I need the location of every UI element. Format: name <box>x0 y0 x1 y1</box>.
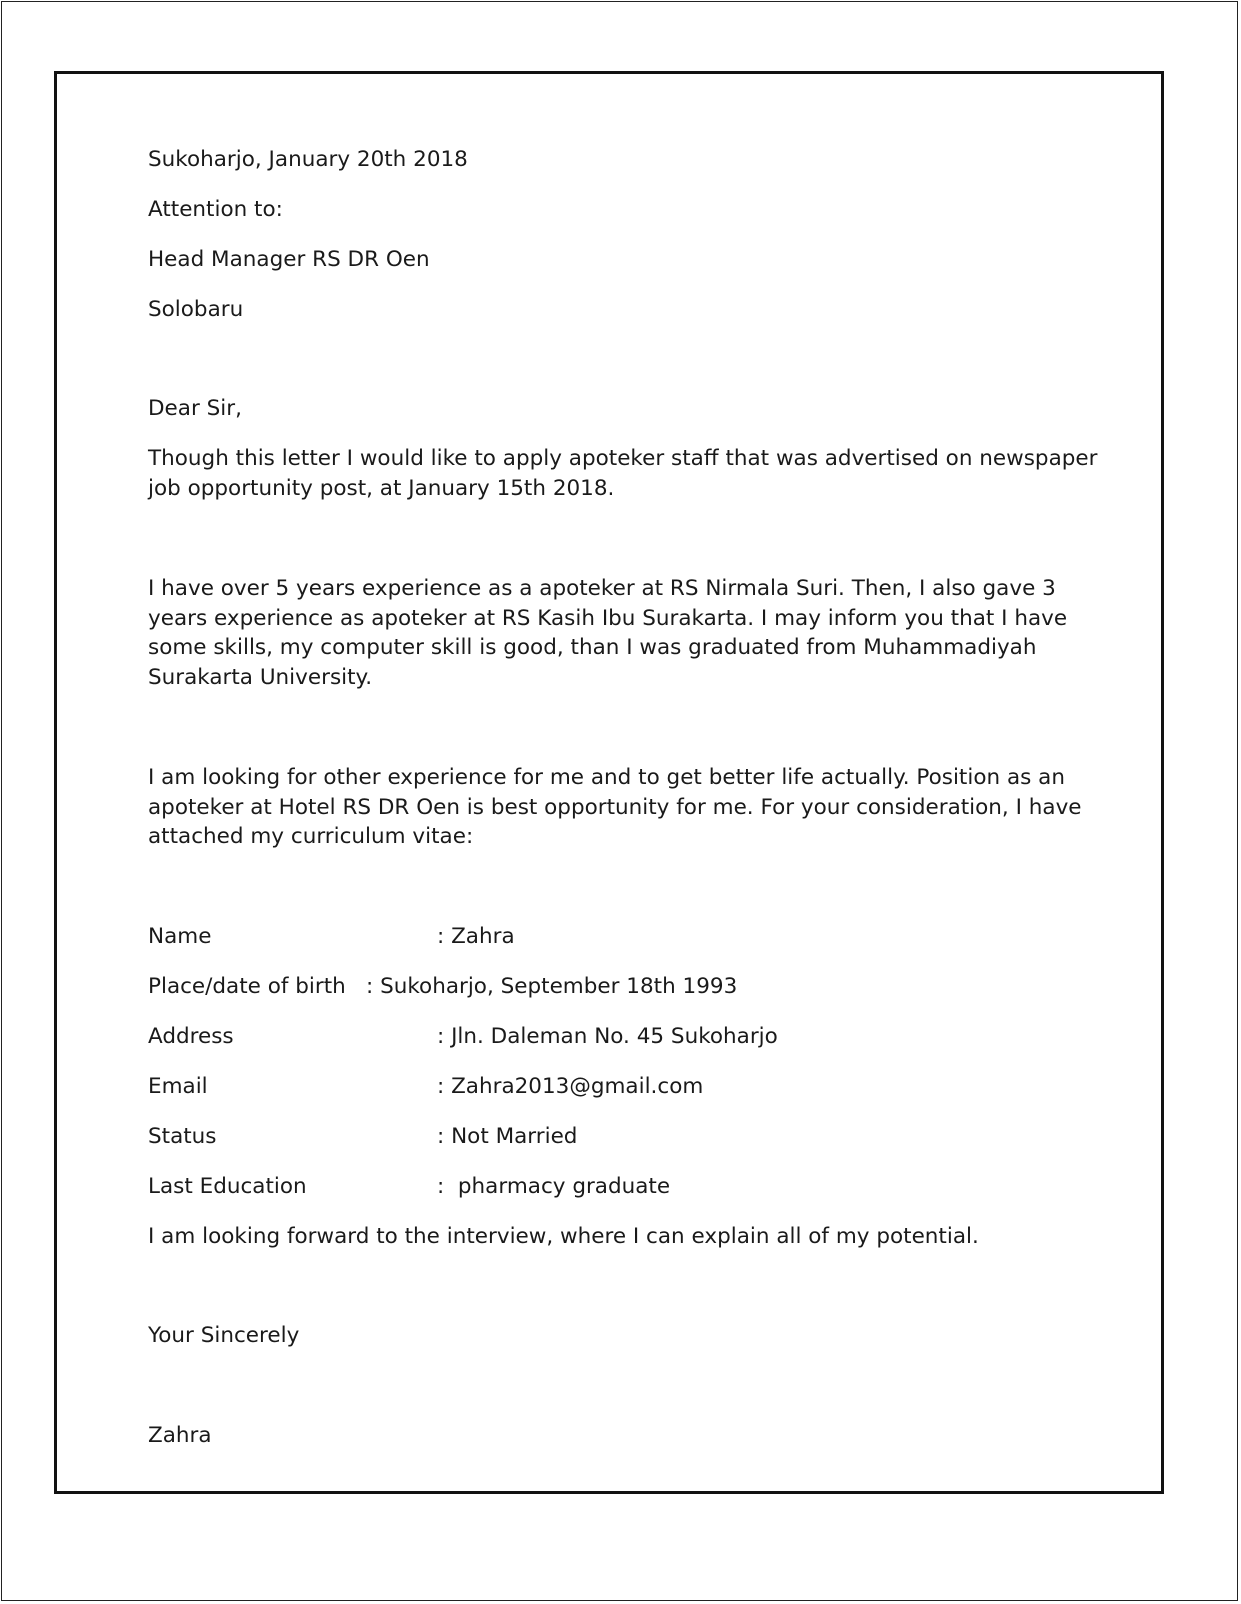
closing-paragraph: I am looking forward to the interview, where I can explain all of my potential. <box>148 1224 979 1249</box>
salutation: Dear Sir, <box>148 396 242 421</box>
cv-value-email: : Zahra2013@gmail.com <box>437 1074 704 1099</box>
signature-name: Zahra <box>148 1423 212 1448</box>
cv-value-education: : pharmacy graduate <box>437 1174 671 1199</box>
cv-value-name: : Zahra <box>437 924 515 949</box>
recipient-location: Solobaru <box>148 297 244 322</box>
paragraph-intro: Though this letter I would like to apply apoteker staff that was advertised on newspaper job opportunity post, at January 15th 2018. <box>148 446 1098 501</box>
cv-label-email: Email <box>148 1074 208 1099</box>
letter-date: Sukoharjo, January 20th 2018 <box>148 147 468 172</box>
cv-label-birth: Place/date of birth <box>148 974 346 999</box>
attention-line: Attention to: <box>148 197 283 222</box>
paragraph-experience: I have over 5 years experience as a apoteker at RS Nirmala Suri. Then, I also gave 3 years experience as apoteker at RS Kasih Ibu Surakarta. I may inform you that I have some skills, my computer skill is good, than I was graduated from Muhammadiyah Surakarta University. <box>148 576 1068 690</box>
cv-label-address: Address <box>148 1024 234 1049</box>
recipient-name: Head Manager RS DR Oen <box>148 247 430 272</box>
cv-label-status: Status <box>148 1124 217 1149</box>
closing-phrase: Your Sincerely <box>148 1323 300 1348</box>
cv-value-status: : Not Married <box>437 1124 578 1149</box>
cv-value-birth: : Sukoharjo, September 18th 1993 <box>366 974 738 999</box>
cv-label-education: Last Education <box>148 1174 307 1199</box>
paragraph-motivation: I am looking for other experience for me and to get better life actually. Position as an apoteker at Hotel RS DR Oen is best opportunity for me. For your consideration, I have attached my curriculum vitae: <box>148 765 1082 849</box>
cv-value-address: : Jln. Daleman No. 45 Sukoharjo <box>437 1024 778 1049</box>
cv-label-name: Name <box>148 924 212 949</box>
